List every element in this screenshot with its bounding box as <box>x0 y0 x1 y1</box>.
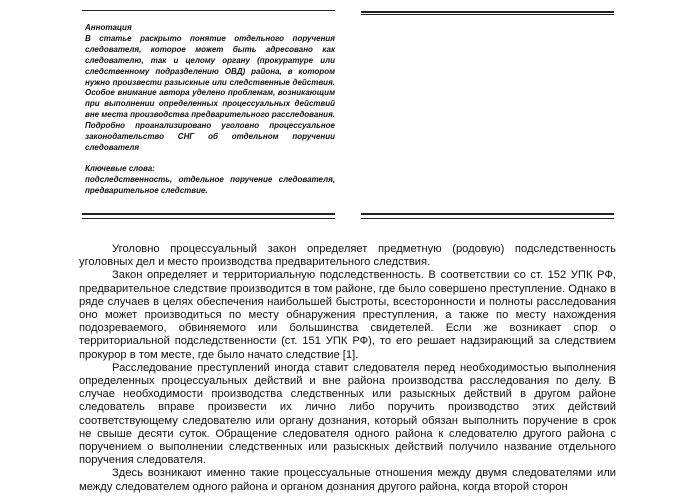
abstract-heading: Аннотация <box>85 23 132 32</box>
keywords-heading: Ключевые слова: <box>85 164 155 174</box>
paragraph-3: Расследование преступлений иногда ставит следователя перед необходимостью выполнения определенных процессуальных действий и вне района производства расследования по делу. В случае необходимости производства следственных или разыскных действий в другом районе следователь вправе произвести их лично либо поручить производство этих действий соответствующему следователю или органу дознания, который обязан выполнить поручение в срок не свыше десяти суток. Обращение следователя одного района к следователю другого района с поручением о выполнении следственных или разыскных действий получило название отдельного поручения следователя. <box>79 361 616 467</box>
abstract-box <box>82 10 335 220</box>
abstract-bottom-rule-thin <box>82 218 335 219</box>
keywords-text: подследственность, отдельное поручение следователя, предварительное следствие. <box>85 175 335 196</box>
article-body <box>79 243 616 494</box>
right-top-rule-thin <box>361 14 614 15</box>
abstract-bottom-rule-thick <box>82 213 335 215</box>
abstract-text: В статье раскрыто понятие отдельного поручения следователя, которое может быть адресовано как следователю, так и целому органу (прокуратуре или следственному подразделению ОВД) района, в котором нужно произвести разыскные или следственные действия. Особое внимание автора уделено проблемам, возникающим при выполнении определенных процессуальных действий вне места производства предварительного расследования. Подробно проанализировано уголовно процессуальное законодательство СНГ об отдельном поручении следователя <box>85 33 335 152</box>
paragraph-4: Здесь возникают именно такие процессуальные отношения между двумя следователями или между следователем одного района и органом дознания другого района, когда второй сторон <box>79 467 616 493</box>
paragraph-1: Уголовно процессуальный закон определяет предметную (родовую) подследственность уголовных дел и место производства предварительного следствия. <box>79 243 616 269</box>
right-top-rule-thick <box>361 11 614 13</box>
right-bottom-rule-thick <box>361 213 614 215</box>
abstract-top-rule <box>82 10 335 11</box>
paragraph-2: Закон определяет и территориальную подследственность. В соответствии со ст. 152 УПК РФ, предварительное следствие производится в том районе, где было совершено преступление. Однако в ряде случаев в целях обеспечения наибольшей быстроты, всесторонности и полноты расследования оно может производиться по месту обнаружения преступления, а также по месту нахождения подозреваемого, обвиняемого или большинства свидетелей. Если же возникает спор о территориальной подследственности (ст. 151 УПК РФ), то его решает надзирающий за следствием прокурор в том месте, где было начато следствие [1]. <box>79 269 616 361</box>
english-abstract-box <box>361 10 614 220</box>
right-bottom-rule-thin <box>361 218 614 219</box>
abstract-content <box>85 23 335 197</box>
keywords-block <box>85 164 335 197</box>
